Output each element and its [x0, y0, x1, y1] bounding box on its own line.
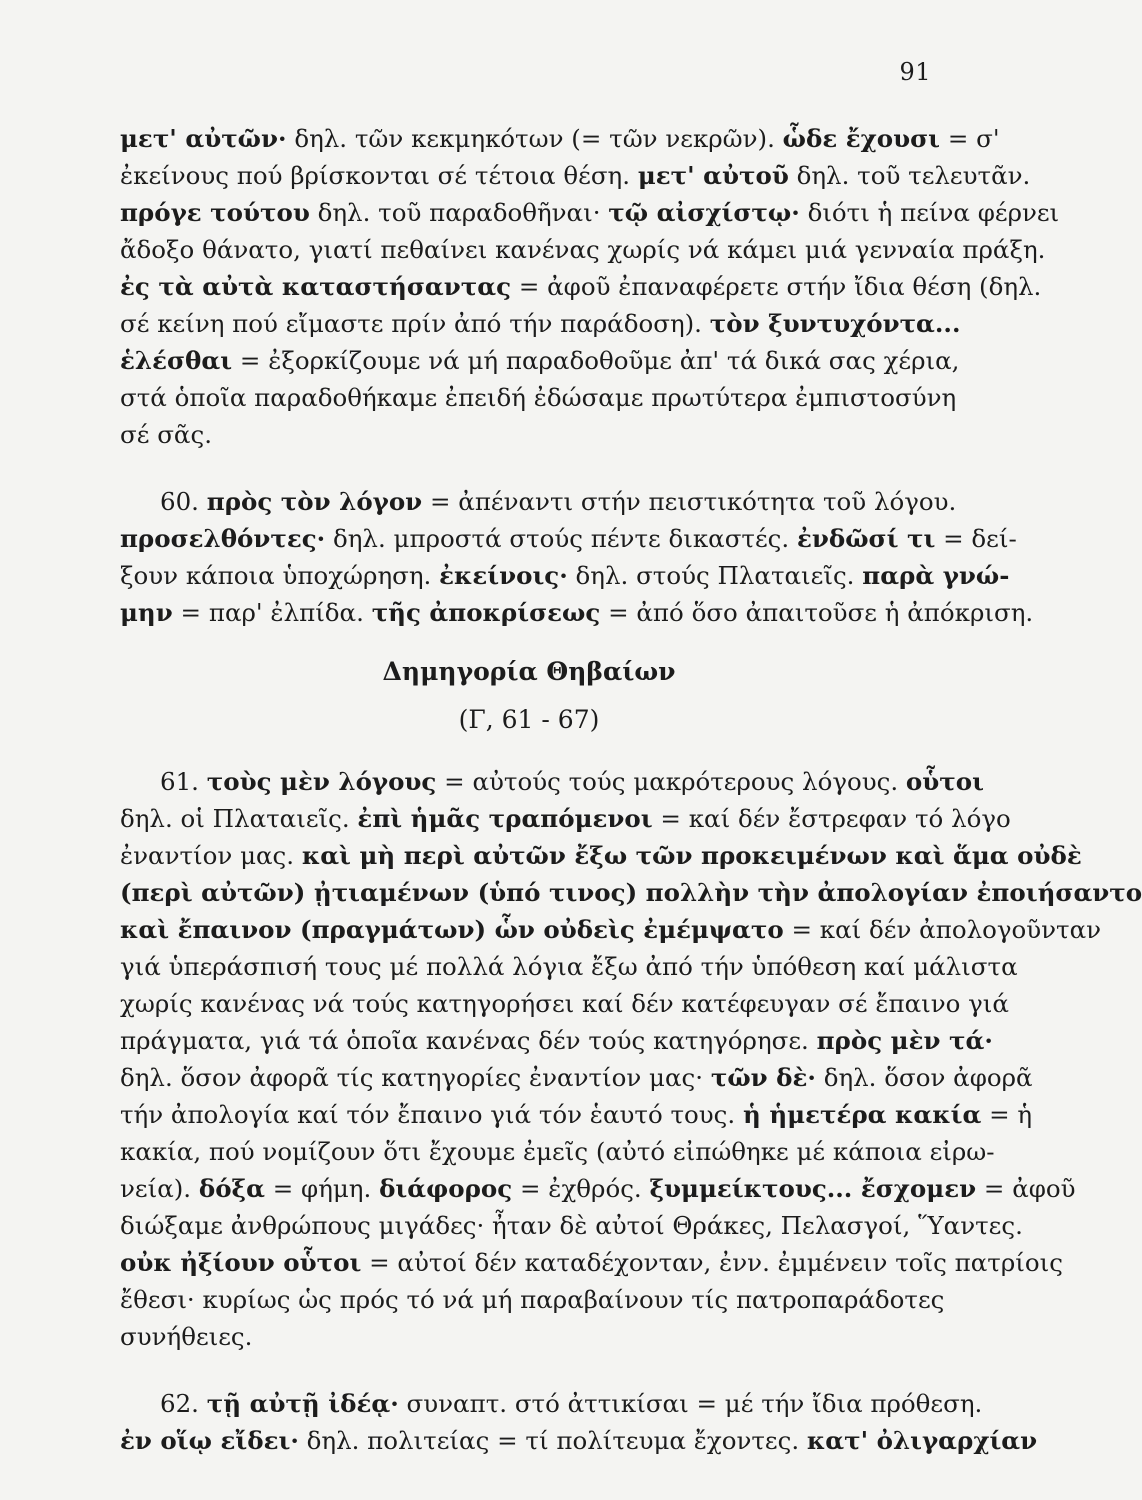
text-line: καὶ ἔπαινον (πραγμάτων) ὧν οὐδεὶς ἐμέμψατο = καί δέν ἀπολογοῦνταν — [120, 915, 1102, 944]
text-line: 60. πρὸς τὸν λόγον = ἀπέναντι στήν πειστικότητα τοῦ λόγου. — [160, 487, 957, 516]
text-line: ἄδοξο θάνατο, γιατί πεθαίνει κανένας χωρίς νά κάμει μιά γενναία πράξη. — [120, 235, 1046, 264]
text-line: στά ὁποῖα παραδοθήκαμε ἐπειδή ἐδώσαμε πρωτύτερα ἐμπιστοσύνη — [120, 383, 957, 412]
text-line: ξουν κάποια ὑποχώρηση. ἐκείνοις· δηλ. στούς Πλαταιεῖς. παρὰ γνώ- — [120, 561, 1010, 590]
text-line: μετ' αὐτῶν· δηλ. τῶν κεκμηκότων (= τῶν νεκρῶν). ὧδε ἔχουσι = σ' — [120, 124, 1000, 153]
text-line: διώξαμε ἀνθρώπους μιγάδες· ἦταν δὲ αὐτοί Θράκες, Πελασγοί, Ὕαντες. — [120, 1211, 1023, 1240]
text-line: ἐκείνους πού βρίσκονται σέ τέτοια θέση. μετ' αὐτοῦ δηλ. τοῦ τελευτᾶν. — [120, 161, 1031, 190]
text-line: ἑλέσθαι = ἐξορκίζουμε νά μή παραδοθοῦμε ἀπ' τά δικά σας χέρια, — [120, 346, 960, 375]
text-line: ἐναντίον μας. καὶ μὴ περὶ αὐτῶν ἔξω τῶν προκειμένων καὶ ἅμα οὐδὲ — [120, 841, 1082, 870]
text-line: χωρίς κανένας νά τούς κατηγορήσει καί δέν κατέφευγαν σέ ἔπαινο γιά — [120, 989, 1009, 1018]
section-heading: Δημηγορία Θηβαίων — [382, 657, 676, 686]
text-line: οὐκ ἠξίουν οὗτοι = αὐτοί δέν καταδέχονταν, ἐνν. ἐμμένειν τοῖς πατρίοις — [120, 1248, 1063, 1277]
text-line: προσελθόντες· δηλ. μπροστά στούς πέντε δικαστές. ἐνδῶσί τι = δεί- — [120, 524, 1017, 553]
text-line: πράγματα, γιά τά ὁποῖα κανένας δέν τούς κατηγόρησε. πρὸς μὲν τά· — [120, 1026, 993, 1055]
text-line: (περὶ αὐτῶν) ᾐτιαμένων (ὑπό τινος) πολλὴν τὴν ἀπολογίαν ἐποιήσαντο — [120, 878, 1142, 907]
text-line: ἐν οἵῳ εἴδει· δηλ. πολιτείας = τί πολίτευμα ἔχοντες. κατ' ὀλιγαρχίαν — [120, 1426, 1038, 1455]
text-line: ἐς τὰ αὐτὰ καταστήσαντας = ἀφοῦ ἐπαναφέρετε στήν ἴδια θέση (δηλ. — [120, 272, 1042, 301]
text-line: σέ κείνη πού εἴμαστε πρίν ἀπό τήν παράδοση). τὸν ξυντυχόντα... — [120, 309, 961, 338]
text-line: τήν ἀπολογία καί τόν ἔπαινο γιά τόν ἑαυτό τους. ἡ ἡμετέρα κακία = ἡ — [120, 1100, 1033, 1129]
text-line: δηλ. οἱ Πλαταιεῖς. ἐπὶ ἡμᾶς τραπόμενοι = καί δέν ἔστρεφαν τό λόγο — [120, 804, 1011, 833]
page-number: 91 — [899, 58, 931, 86]
text-line: ἔθεσι· κυρίως ὡς πρός τό νά μή παραβαίνουν τίς πατροπαράδοτες — [120, 1285, 945, 1314]
text-line: γιά ὑπεράσπισή τους μέ πολλά λόγια ἔξω ἀπό τήν ὑπόθεση καί μάλιστα — [120, 952, 1018, 981]
commentary-text — [120, 120, 1142, 1459]
text-line: πρόγε τούτου δηλ. τοῦ παραδοθῆναι· τῷ αἰσχίστῳ· διότι ἡ πείνα φέρνει — [120, 198, 1060, 227]
text-line: 61. τοὺς μὲν λόγους = αὐτούς τούς μακρότερους λόγους. οὗτοι — [160, 767, 984, 796]
text-line: μην = παρ' ἐλπίδα. τῆς ἀποκρίσεως = ἀπό ὅσο ἀπαιτοῦσε ἡ ἀπόκριση. — [120, 598, 1034, 627]
text-line: σέ σᾶς. — [120, 420, 212, 449]
section-subheading: (Γ, 61 - 67) — [458, 705, 600, 734]
text-line: συνήθειες. — [120, 1322, 253, 1351]
text-line: νεία). δόξα = φήμη. διάφορος = ἐχθρός. ξυμμείκτους... ἔσχομεν = ἀφοῦ — [120, 1174, 1076, 1203]
text-line: 62. τῇ αὐτῇ ἰδέᾳ· συναπτ. στό ἀττικίσαι = μέ τήν ἴδια πρόθεση. — [160, 1389, 983, 1418]
text-line: κακία, πού νομίζουν ὅτι ἔχουμε ἐμεῖς (αὐτό εἰπώθηκε μέ κάποια εἰρω- — [120, 1137, 995, 1166]
text-line: δηλ. ὅσον ἀφορᾶ τίς κατηγορίες ἐναντίον μας· τῶν δὲ· δηλ. ὅσον ἀφορᾶ — [120, 1063, 1033, 1092]
